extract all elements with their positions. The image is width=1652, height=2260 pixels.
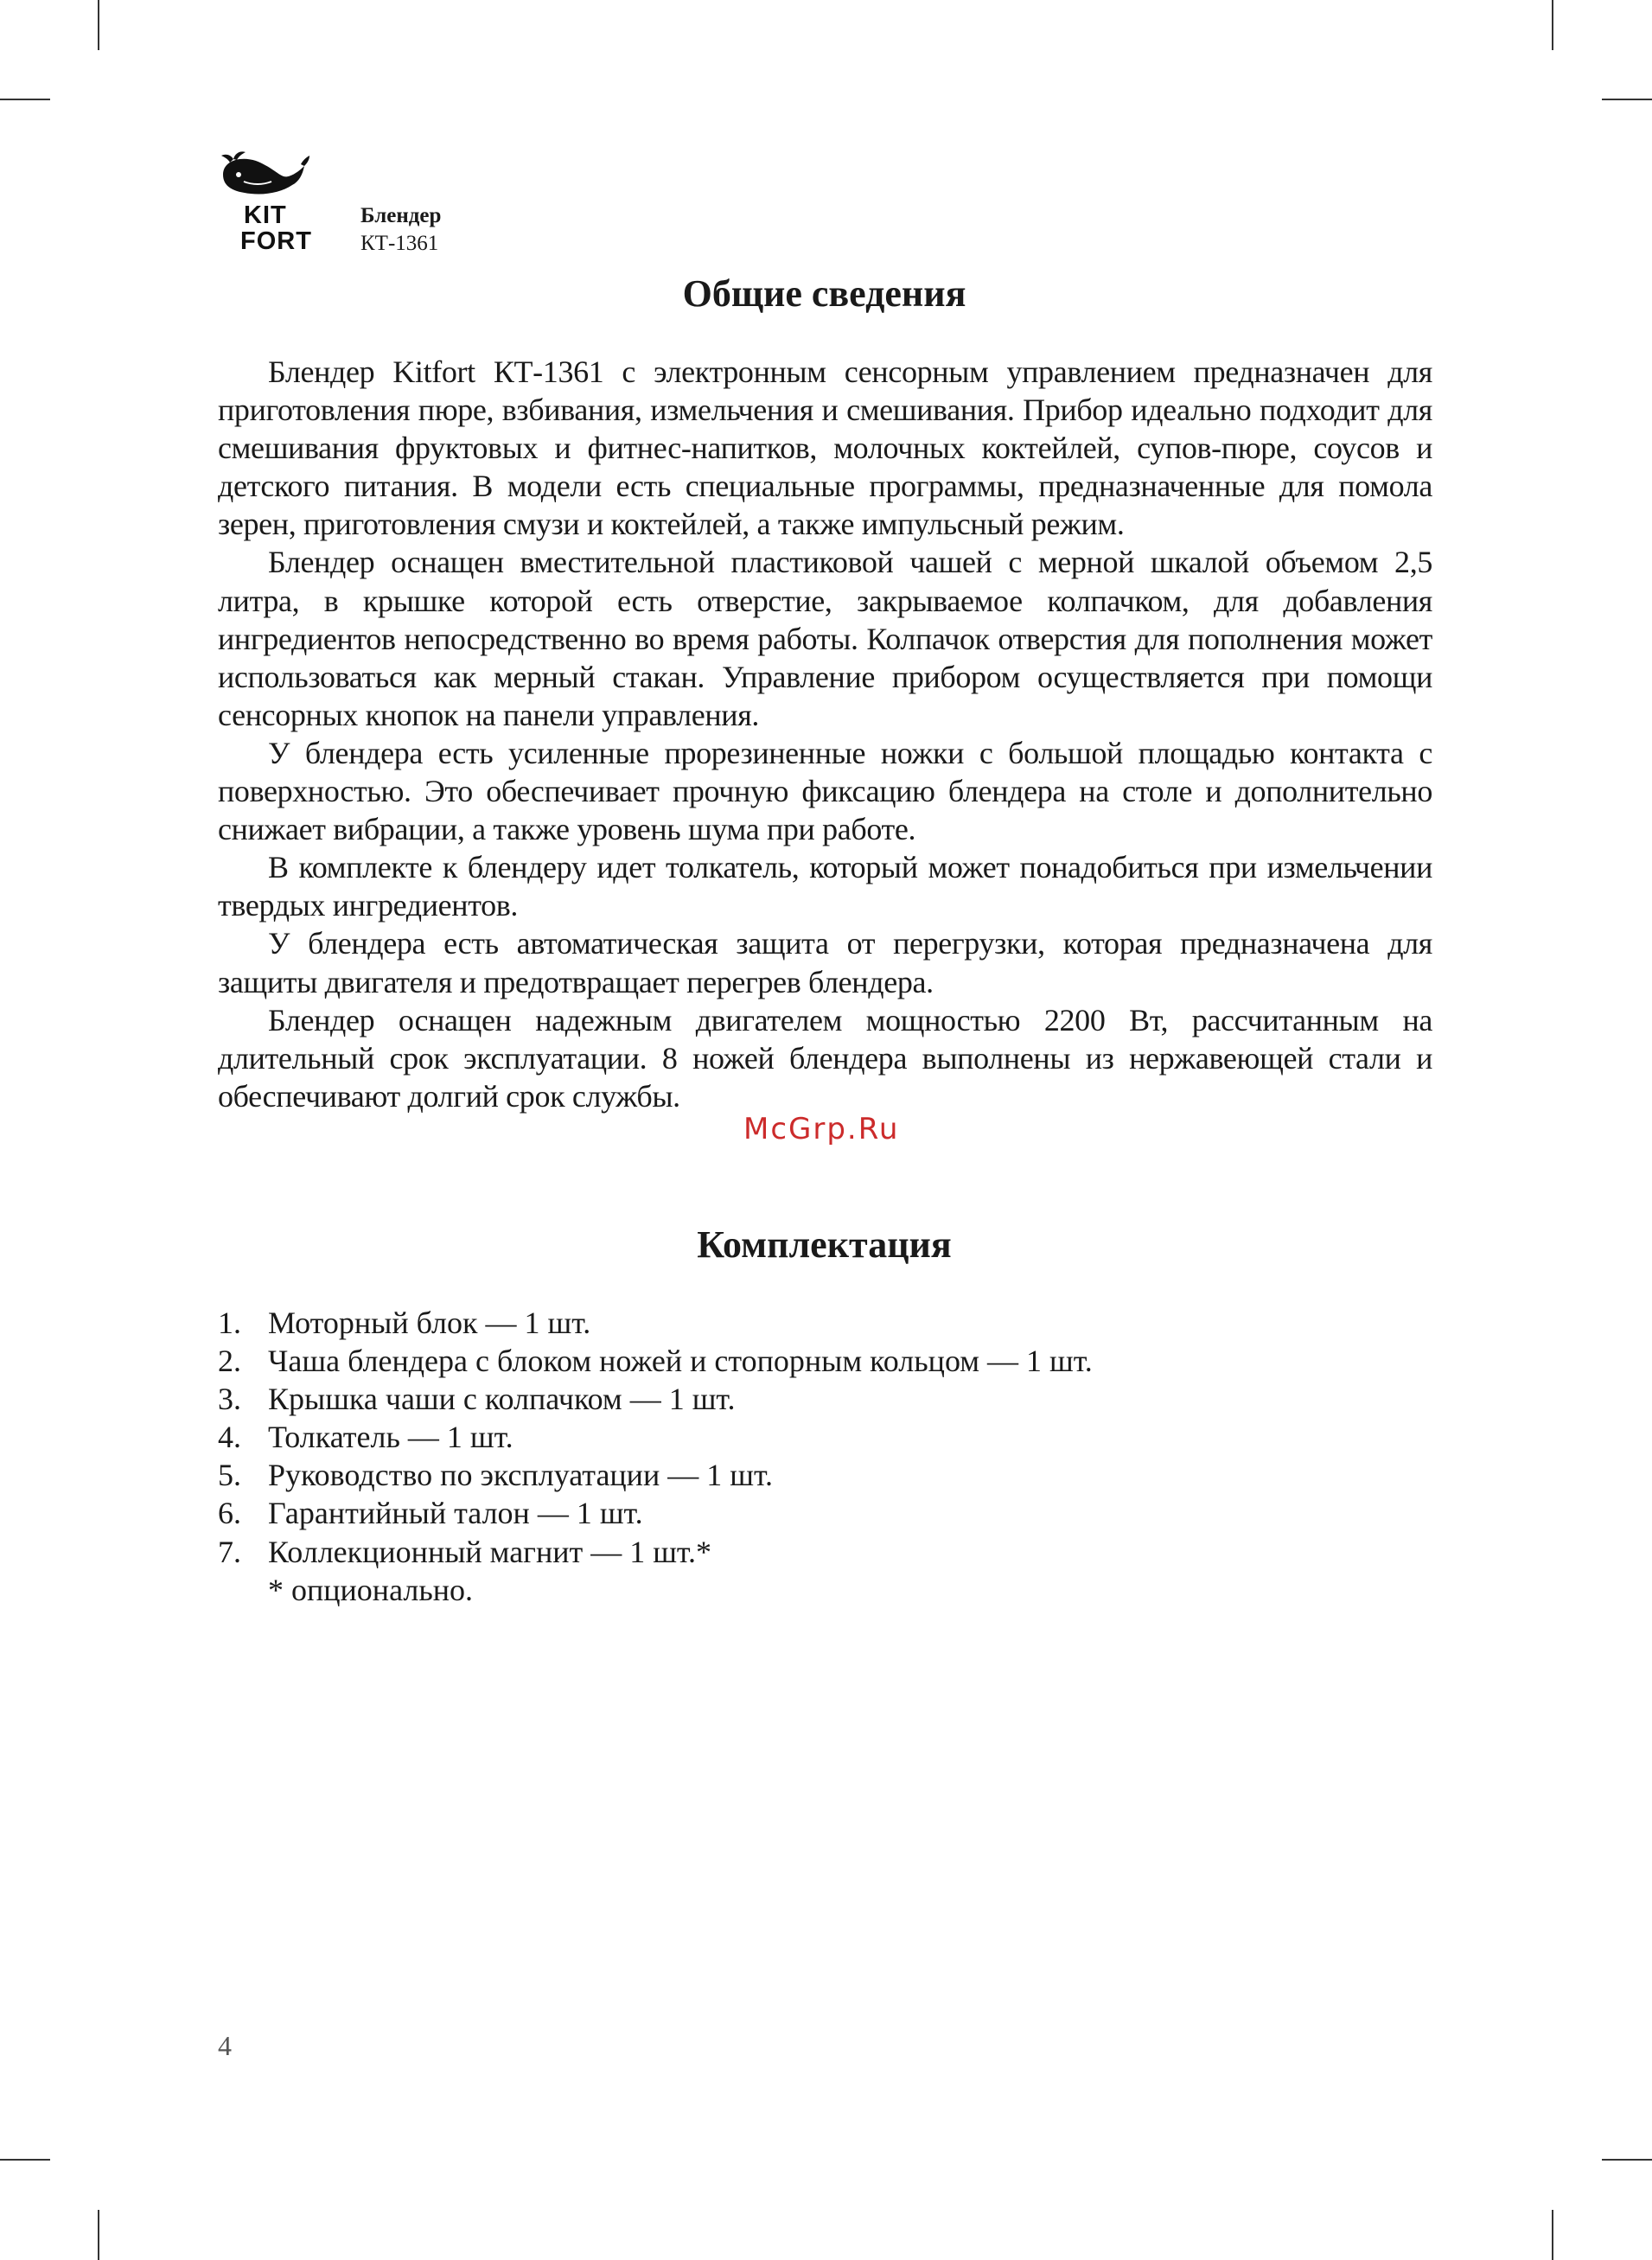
item-text: Коллекционный магнит — 1 шт.* (268, 1534, 711, 1569)
page-number: 4 (218, 2030, 232, 2061)
paragraph: Блендер оснащен надежным двигателем мощностью 2200 Вт, рассчитанным на длительный срок эксплуатации. 8 ножей блендера выполнены из нержавеющей стали и обеспечивают долгий срок службы. (218, 1002, 1432, 1114)
list-item (218, 1456, 1428, 1494)
item-text: Чаша блендера с блоком ножей и стопорным кольцом — 1 шт. (268, 1344, 1093, 1379)
item-number: 1. (218, 1306, 241, 1340)
kitfort-logo (216, 149, 337, 261)
crop-mark (1602, 2159, 1652, 2161)
product-header (360, 202, 441, 258)
watermark-link[interactable]: McGrp.Ru (743, 1112, 900, 1146)
item-number: 6. (218, 1496, 241, 1531)
paragraph: У блендера есть автоматическая защита от перегрузки, которая предназначена для защиты двигателя и предотвращает перегрев блендера. (218, 926, 1432, 999)
item-text: Руководство по эксплуатации — 1 шт. (268, 1458, 773, 1493)
crop-mark (98, 0, 99, 50)
item-text: Толкатель — 1 шт. (268, 1420, 513, 1455)
package-list (218, 1304, 1428, 1571)
item-text: Крышка чаши с колпачком — 1 шт. (268, 1382, 736, 1417)
list-item (218, 1342, 1428, 1380)
list-item (218, 1494, 1428, 1532)
crop-mark (0, 2159, 50, 2161)
logo-text-line1: KIT (244, 201, 287, 229)
item-number: 4. (218, 1420, 241, 1455)
crop-mark (1602, 99, 1652, 100)
item-number: 3. (218, 1382, 241, 1417)
paragraph: В комплекте к блендеру идет толкатель, который может понадобиться при измельчении твердых ингредиентов. (218, 850, 1432, 923)
logo-text-line2: FORT (240, 227, 312, 255)
list-item (218, 1418, 1428, 1456)
package-title: Комплектация (697, 1223, 952, 1266)
paragraph: У блендера есть усиленные прорезиненные ножки с большой площадью контакта с поверхностью. Это обеспечивает прочную фиксацию блендера на столе и дополнительно снижает вибрации, а также уровень шума при работе. (218, 735, 1432, 847)
footnote: * опционально. (268, 1573, 474, 1607)
whale-icon (218, 149, 313, 201)
product-model: КТ-1361 (360, 232, 439, 255)
paragraph: Блендер оснащен вместительной пластиковой чашей с мерной шкалой объемом 2,5 литра, в крышке которой есть отверстие, закрываемое колпачком, для добавления ингредиентов непосредственно во время работы. Колпачок отверстия для пополнения может использоваться как мерный стакан. Управление прибором осуществляется при помощи сенсорных кнопок на панели управления. (218, 545, 1432, 732)
list-item (218, 1533, 1428, 1571)
list-item (218, 1304, 1428, 1342)
general-info-title: Общие сведения (682, 272, 966, 315)
item-number: 7. (218, 1534, 241, 1569)
item-text: Моторный блок — 1 шт. (268, 1306, 591, 1340)
paragraph: Блендер Kitfort КТ-1361 с электронным сенсорным управлением предназначен для приготовления пюре, взбивания, измельчения и смешивания. Прибор идеально подходит для смешивания фруктовых и фитнес-напитков, молочных коктейлей, супов-пюре, соусов и детского питания. В модели есть специальные программы, предназначенные для помола зерен, приготовления смузи и коктейлей, а также импульсный режим. (218, 354, 1432, 542)
item-number: 2. (218, 1344, 241, 1379)
product-name: Блендер (360, 204, 442, 227)
crop-mark (1552, 0, 1553, 50)
item-number: 5. (218, 1458, 241, 1493)
crop-mark (0, 99, 50, 100)
general-info-body (218, 353, 1432, 1115)
list-item (218, 1380, 1428, 1418)
item-text: Гарантийный талон — 1 шт. (268, 1496, 643, 1531)
crop-mark (98, 2210, 99, 2260)
crop-mark (1552, 2210, 1553, 2260)
